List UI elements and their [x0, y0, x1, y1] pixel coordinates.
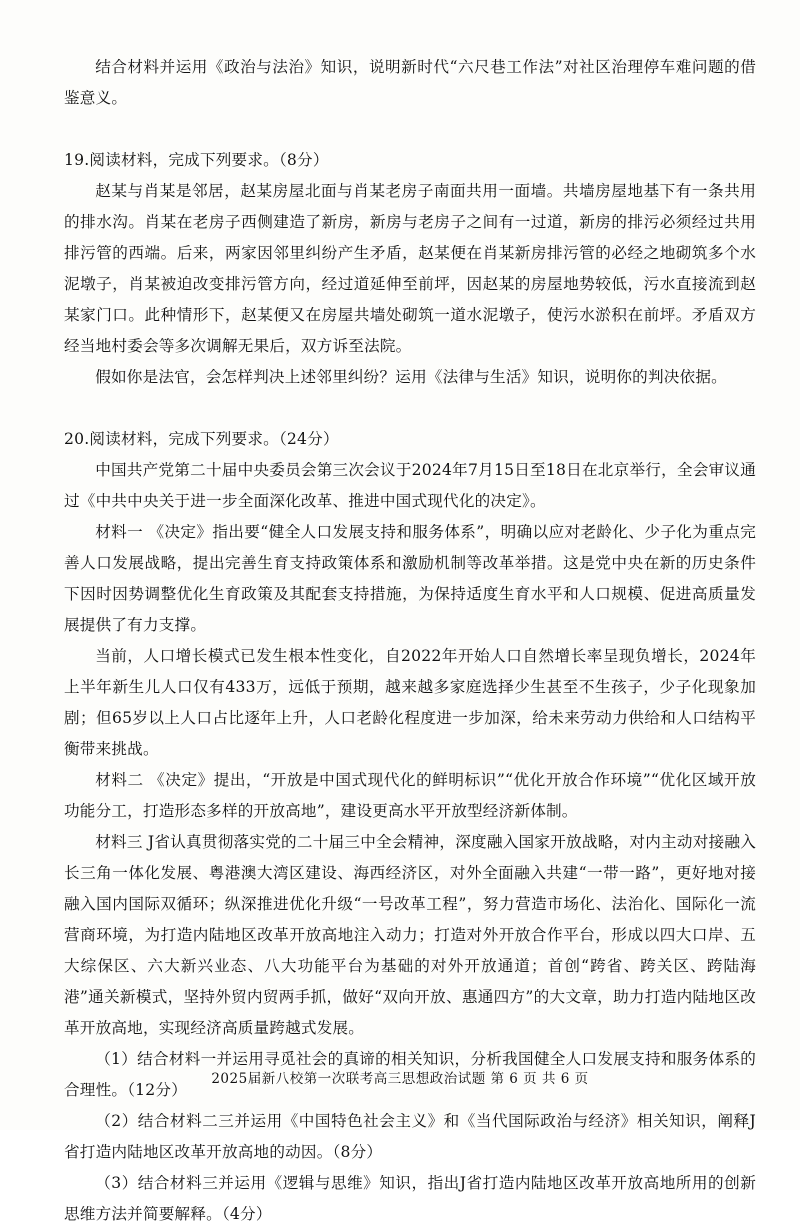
page-content [64, 52, 756, 1230]
q20-material1-part1: 材料一 《决定》指出要“健全人口发展支持和服务体系”，明确以应对老龄化、少子化为重点完善人口发展战略，提出完善生育支持政策体系和激励机制等改革举措。这是党中央在新的历史条件下因时因势调整优化生育政策及其配套支持措施，为保持适度生育水平和人口规模、促进高质量发展提供了有力支撑。 [64, 523, 756, 634]
q19-material: 赵某与肖某是邻居，赵某房屋北面与肖某老房子南面共用一面墙。共墙房屋地基下有一条共用的排水沟。肖某在老房子西侧建造了新房，新房与老房子之间有一过道，新房的排污必须经过共用排污管的西端。后来，两家因邻里纠纷产生矛盾，赵某便在肖某新房排污管的必经之地砌筑多个水泥墩子，肖某被迫改变排污管方向，经过道延伸至前坪，因赵某的房屋地势较低，污水直接流到赵某家门口。此种情形下，赵某便又在房屋共墙处砌筑一道水泥墩子，使污水淤积在前坪。矛盾双方经当地村委会等多次调解无果后，双方诉至法院。 [64, 182, 756, 355]
q20-material3: 材料三 J省认真贯彻落实党的二十届三中全会精神，深度融入国家开放战略，对内主动对接融入长三角一体化发展、粤港澳大湾区建设、海西经济区，对外全面融入共建“一带一路”，更好地对接融入国内国际双循环；纵深推进优化升级“一号改革工程”，努力营造市场化、法治化、国际化一流营商环境，为打造内陆地区改革开放高地注入动力；打造对外开放合作平台，形成以四大口岸、五大综保区、六大新兴业态、八大功能平台为基础的对外开放通道；首创“跨省、跨关区、跨陆海港”通关新模式，坚持外贸内贸两手抓，做好“双向开放、惠通四方”的大文章，助力打造内陆地区改革开放高地，实现经济高质量跨越式发展。 [64, 833, 756, 1037]
q20-heading: 20.阅读材料，完成下列要求。（24分） [64, 430, 339, 448]
q18-task: 结合材料并运用《政治与法治》知识，说明新时代“六尺巷工作法”对社区治理停车难问题的借鉴意义。 [64, 58, 756, 107]
spacer [64, 114, 756, 145]
q20-subquestion-3: （3）结合材料三并运用《逻辑与思维》知识，指出J省打造内陆地区改革开放高地所用的创新思维方法并简要解释。（4分） [64, 1174, 756, 1223]
q20-material2: 材料二 《决定》提出，“开放是中国式现代化的鲜明标识”“优化开放合作环境”“优化区域开放功能分工，打造形态多样的开放高地”，建设更高水平开放型经济新体制。 [64, 771, 756, 820]
spacer [64, 393, 756, 424]
q20-subquestion-1: （1）结合材料一并运用寻觅社会的真谛的相关知识，分析我国健全人口发展支持和服务体系的合理性。（12分） [64, 1050, 756, 1099]
q20-subquestion-2: （2）结合材料二三并运用《中国特色社会主义》和《当代国际政治与经济》相关知识，阐释J省打造内陆地区改革开放高地的动因。（8分） [64, 1112, 756, 1161]
q19-heading: 19.阅读材料，完成下列要求。（8分） [64, 151, 329, 169]
q20-material1-part2: 当前，人口增长模式已发生根本性变化，自2022年开始人口自然增长率呈现负增长，2024年上半年新生儿人口仅有433万，远低于预期，越来越多家庭选择少生甚至不生孩子，少子化现象加剧；但65岁以上人口占比逐年上升，人口老龄化程度进一步加深，给未来劳动力供给和人口结构平衡带来挑战。 [64, 647, 756, 758]
page-footer: 2025届新八校第一次联考高三思想政治试题 第 6 页 共 6 页 [211, 1071, 589, 1087]
q20-intro: 中国共产党第二十届中央委员会第三次会议于2024年7月15日至18日在北京举行，全会审议通过《中共中央关于进一步全面深化改革、推进中国式现代化的决定》。 [64, 461, 756, 510]
q19-task: 假如你是法官，会怎样判决上述邻里纠纷？运用《法律与生活》知识，说明你的判决依据。 [95, 368, 727, 386]
